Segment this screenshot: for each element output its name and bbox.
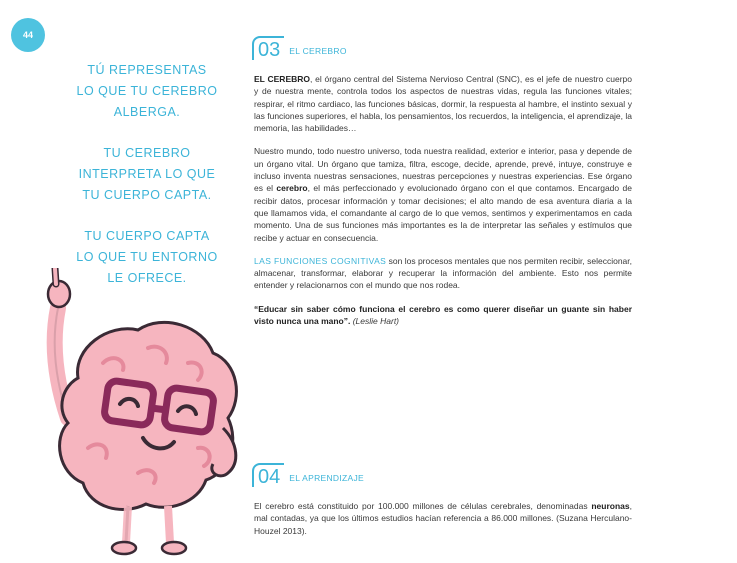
sidebar-quote (62, 143, 232, 206)
section-number: 03 (252, 36, 284, 60)
section-title: EL CEREBRO (289, 46, 347, 56)
brain-mascot-illustration (28, 268, 248, 560)
brain-foot (162, 542, 186, 554)
paragraph-text: , el más perfeccionado y evolucionado órgano con el que contamos. Encargado de recibir datos, procesar información y tomar decisiones; el alto mando de esa aventura diaria a la que llamamos vida, el comandante al cargo de lo que vemos, sentimos y experimentamos en cada momento. Una de sus funciones más importantes es la de interpretar las señales y estímulos que recibe y actuar en consecuencia. (254, 183, 632, 243)
bold-term: neuronas (591, 501, 630, 511)
paragraph-text: Nuestro mundo, todo nuestro universo, toda nuestra realidad, exterior e interior, pasa y depende de un órgano vital. Un órgano que tamiza, filtra, escoge, decide, aprende, prevé, intuye, construye e incluso inventa nuestras sensaciones, nuestras percepciones y nuestras experiencias. Ese órgano es el (254, 146, 632, 194)
quote (254, 303, 632, 328)
quote-line: TU CUERPO CAPTA. (82, 188, 212, 202)
section-03-body (254, 73, 632, 338)
paragraph (254, 255, 632, 292)
quote-line: LE OFRECE. (107, 271, 187, 285)
section-title: EL APRENDIZAJE (289, 473, 364, 483)
page-number: 44 (22, 30, 33, 40)
page-number-badge (11, 18, 45, 52)
section-03-header (252, 36, 347, 60)
quote-line: TU CEREBRO (103, 146, 191, 160)
paragraph-text: El cerebro está constituido por 100.000 millones de células cerebrales, denominadas (254, 501, 592, 511)
paragraph (254, 500, 632, 537)
quote-line: TU CUERPO CAPTA (84, 229, 210, 243)
quote-line: LO QUE TU ENTORNO (76, 250, 218, 264)
paragraph-text: , mal contadas, ya que los últimos estudios hacían referencia a 86.000 millones. (Suzana Herculano-Houzel 2013). (254, 501, 632, 536)
section-04-body (254, 500, 632, 548)
paragraph (254, 145, 632, 243)
quote-text: “Educar sin saber cómo funciona el cerebro es como querer diseñar un guante sin haber visto nunca una mano”. (254, 303, 632, 327)
brain-foot (112, 542, 136, 554)
quote-author: (Leslie Hart) (350, 316, 400, 327)
quote-line: INTERPRETA LO QUE (78, 167, 216, 181)
paragraph-text: son los procesos mentales que nos permiten recibir, seleccionar, almacenar, transformar, elaborar y recuperar la información del ambiente. Esto nos permite entender y relacionarnos con el mundo que nos rodea. (254, 255, 632, 291)
bold-term: EL CEREBRO (254, 74, 310, 84)
paragraph (254, 73, 632, 134)
section-number: 04 (252, 463, 284, 487)
highlight-term: LAS FUNCIONES COGNITIVAS (254, 255, 387, 266)
quote-line: TÚ REPRESENTAS (87, 63, 207, 77)
paragraph-text: , el órgano central del Sistema Nervioso Central (SNC), es el jefe de nuestro cuerpo y de nuestra mente, controla todos los aspectos de nuestras vidas, regula las funciones vitales; respirar, el ritmo cardiaco, las funciones básicas, dormir, la respuesta al hambre, el instinto sexual y las funciones superiores, el habla, los pensamientos, los recuerdos, la inteligencia, el aprendizaje, la memoria, las habilidades… (254, 74, 632, 134)
quote-line: LO QUE TU CEREBRO (76, 84, 218, 98)
section-04-header (252, 463, 364, 487)
sidebar-quote (62, 60, 232, 123)
brain-leg-right (168, 506, 170, 543)
quote-line: ALBERGA. (113, 105, 181, 119)
bold-term: cerebro (276, 183, 308, 194)
